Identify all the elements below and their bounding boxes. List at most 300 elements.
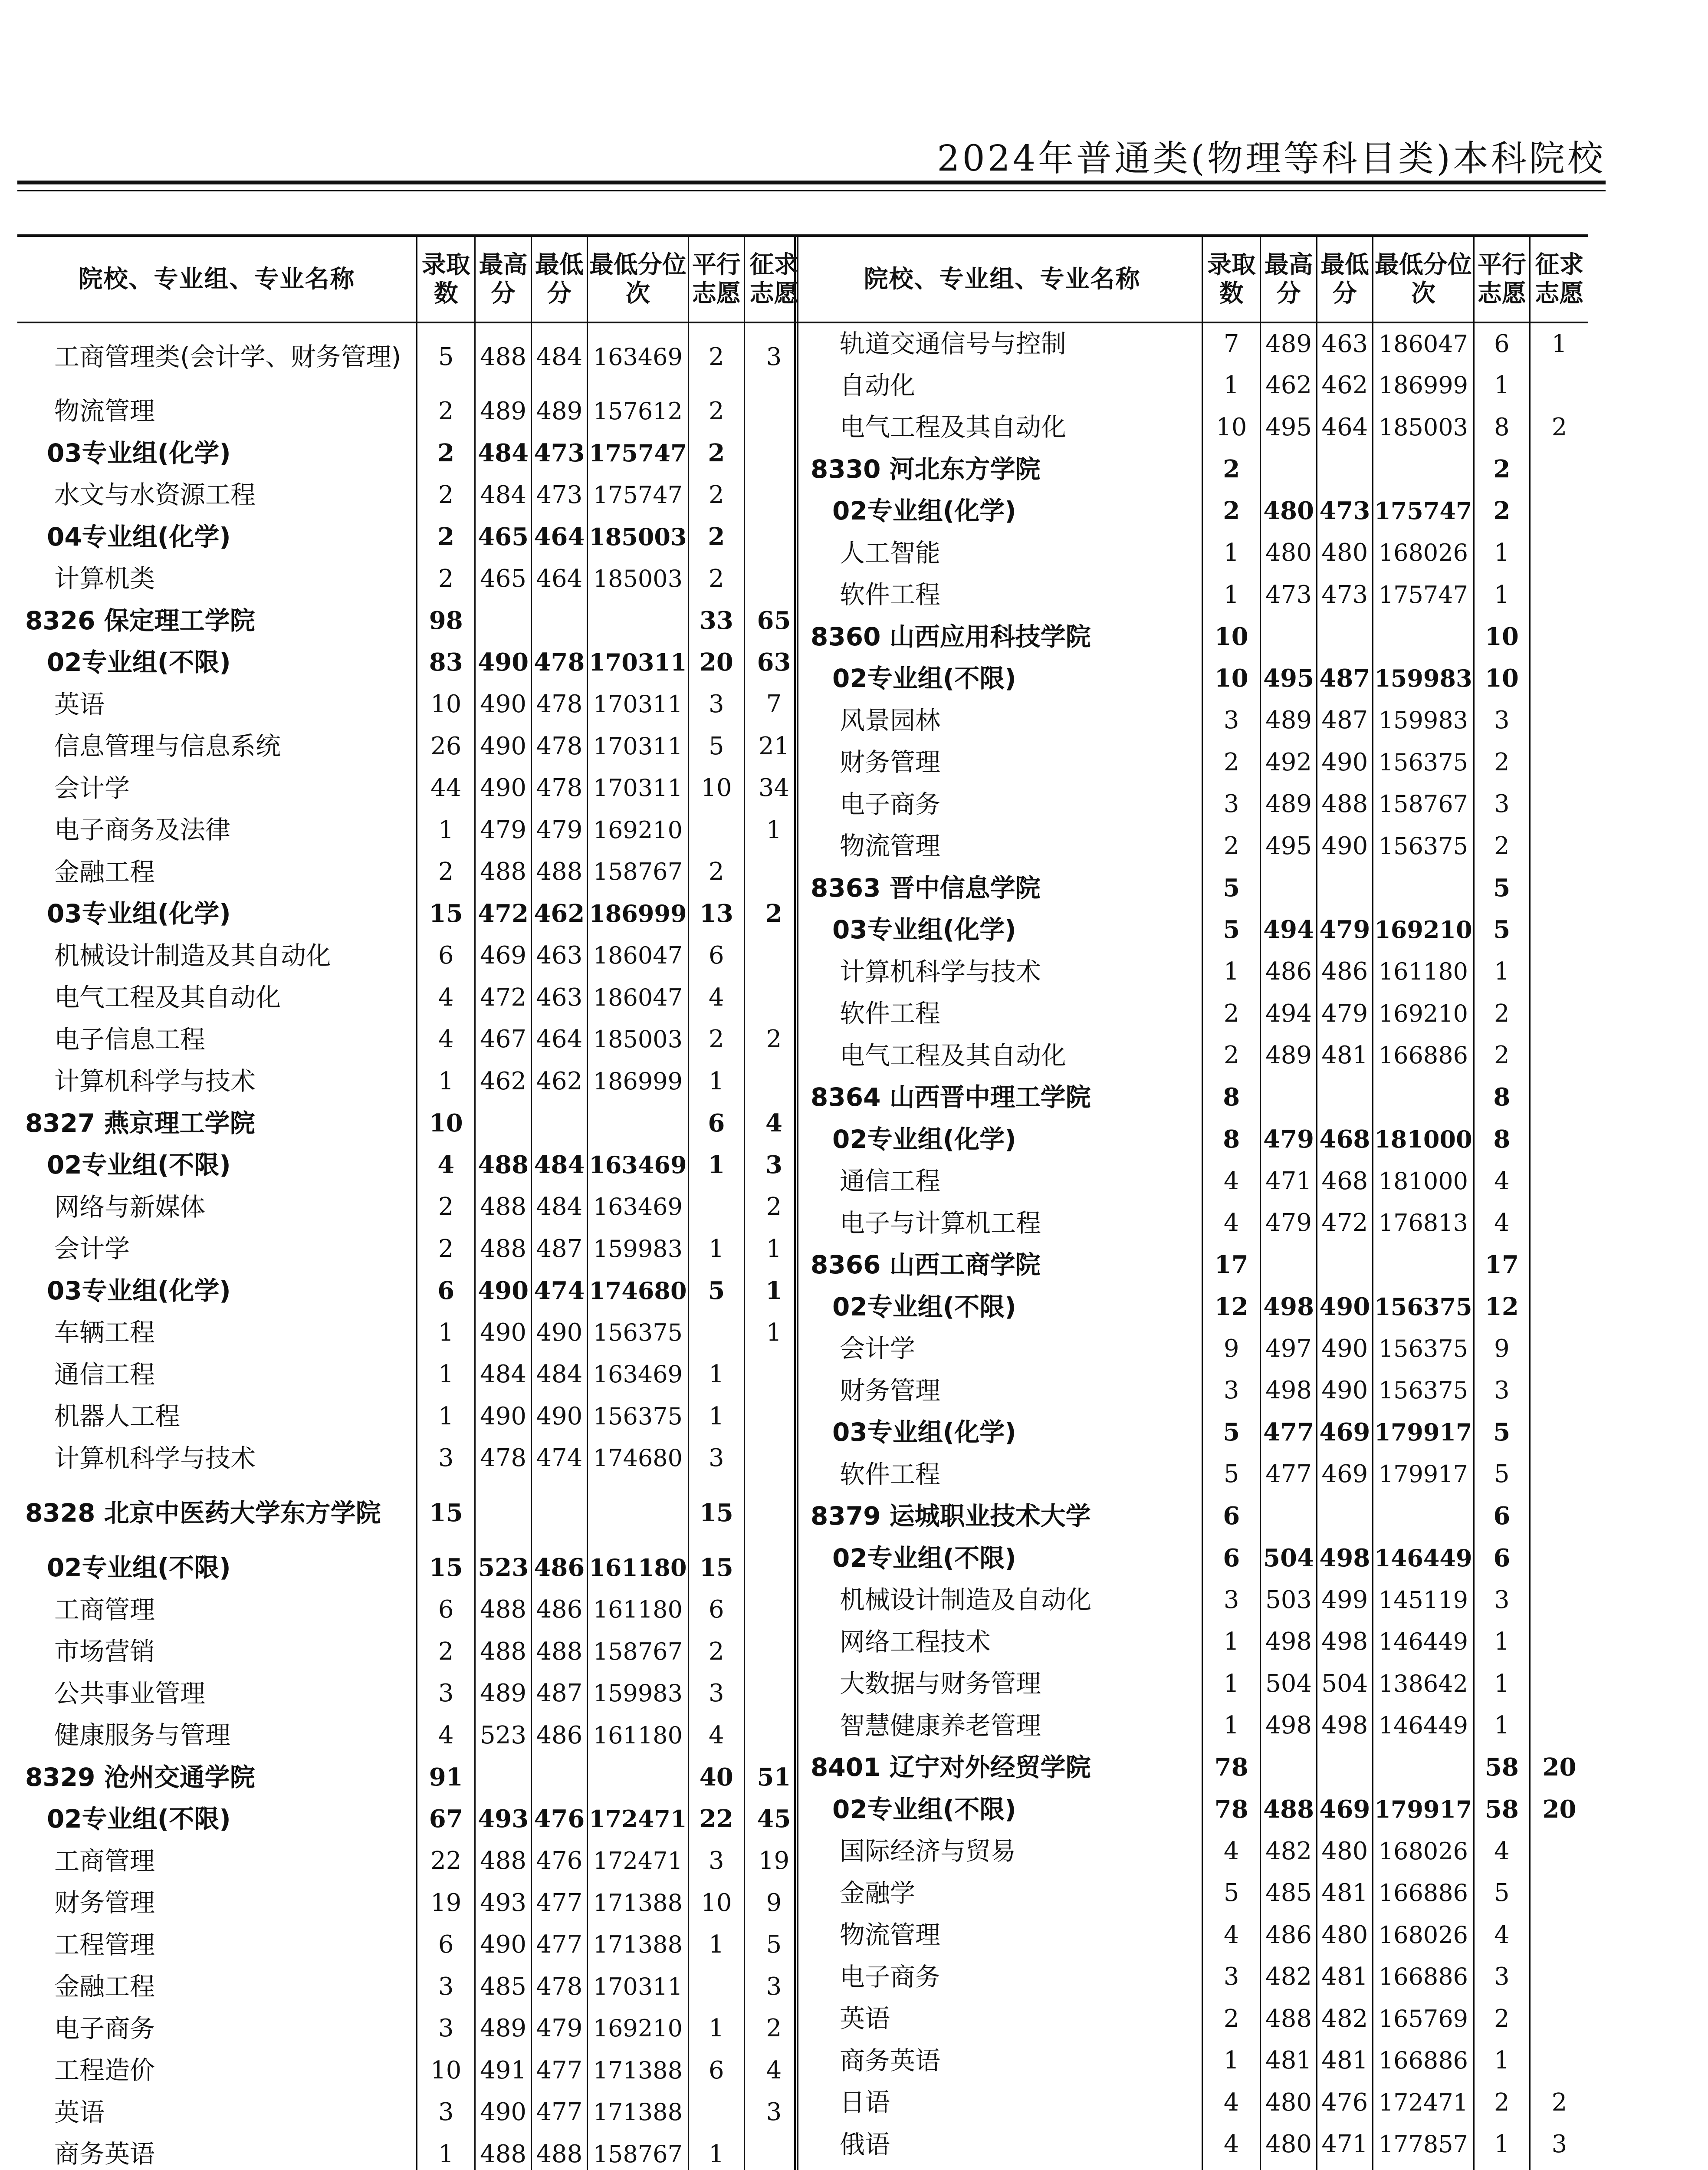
major-row	[803, 365, 1588, 407]
school-row	[803, 1746, 1588, 1789]
school-admitted: 10	[1202, 616, 1261, 658]
group-max-score: 488	[475, 1144, 531, 1186]
major-name: 计算机类	[54, 564, 155, 594]
major-min-rank: 156375	[1373, 1328, 1474, 1370]
major-min-score: 487	[1317, 700, 1373, 742]
major-admitted: 6	[417, 1589, 475, 1631]
group-name: 03专业组(化学)	[832, 915, 1016, 945]
major-max-score: 486	[1261, 951, 1317, 993]
major-min-rank: 158767	[1373, 783, 1474, 825]
major-min-rank: 168026	[1373, 1914, 1474, 1956]
header-name: 院校、专业组、专业名称	[17, 236, 417, 322]
major-max-score: 488	[475, 1228, 531, 1270]
major-solicit	[1530, 1035, 1589, 1077]
group-name: 02专业组(化学)	[832, 1124, 1016, 1154]
school-solicit	[1530, 1495, 1589, 1537]
group-solicit: 20	[1530, 1789, 1589, 1831]
major-parallel: 6	[688, 935, 744, 977]
major-max-score: 488	[475, 1589, 531, 1631]
major-row	[803, 741, 1588, 783]
major-max-score: 485	[475, 1966, 531, 2008]
major-row	[803, 532, 1588, 574]
school-min-rank	[1373, 616, 1474, 658]
major-parallel: 4	[1474, 1202, 1530, 1244]
group-admitted: 67	[417, 1798, 475, 1840]
school-parallel: 5	[1474, 867, 1530, 909]
major-parallel: 9	[1474, 1328, 1530, 1370]
major-parallel: 6	[688, 1589, 744, 1631]
major-parallel: 1	[1474, 2040, 1530, 2082]
major-min-rank: 161180	[588, 1589, 689, 1631]
major-admitted: 3	[1202, 1370, 1261, 1412]
major-row	[17, 1312, 803, 1354]
group-name: 03专业组(化学)	[47, 1276, 231, 1305]
major-parallel: 1	[688, 1395, 744, 1437]
major-parallel: 1	[1474, 1621, 1530, 1663]
group-admitted: 15	[417, 1547, 475, 1589]
major-max-score: 481	[1261, 2040, 1317, 2082]
major-name: 电气工程及其自动化	[840, 1040, 1067, 1070]
school-min-rank	[588, 1756, 689, 1798]
major-min-score: 469	[1317, 1453, 1373, 1496]
major-row	[17, 1840, 803, 1882]
major-name: 软件工程	[840, 580, 941, 610]
major-max-score: 523	[475, 1714, 531, 1756]
major-min-score: 480	[1317, 1830, 1373, 1872]
major-parallel: 3	[1474, 783, 1530, 825]
group-solicit	[1530, 490, 1589, 532]
group-row	[17, 893, 803, 935]
group-min-score: 464	[531, 516, 587, 558]
major-name: 网络工程技术	[840, 1627, 991, 1657]
group-parallel: 5	[688, 1270, 744, 1312]
major-solicit	[1530, 1872, 1589, 1914]
header-parallel: 平行志愿	[1474, 236, 1530, 322]
major-min-rank: 145119	[1373, 1579, 1474, 1621]
major-solicit	[1530, 1621, 1589, 1663]
school-solicit	[1530, 1076, 1589, 1118]
school-solicit: 65	[745, 600, 803, 642]
major-min-score: 462	[531, 1060, 587, 1102]
major-admitted: 4	[1202, 1830, 1261, 1872]
group-min-score: 490	[1317, 1286, 1373, 1328]
major-parallel: 10	[688, 1882, 744, 1924]
major-min-score: 473	[531, 474, 587, 516]
group-row	[803, 909, 1588, 951]
school-name: 8329 沧州交通学院	[25, 1762, 255, 1792]
major-solicit: 2	[1530, 406, 1589, 448]
school-solicit	[1530, 448, 1589, 490]
major-row	[803, 1621, 1588, 1663]
major-row	[17, 935, 803, 977]
major-parallel: 1	[688, 2008, 744, 2050]
major-row	[17, 1924, 803, 1966]
major-name: 物流管理	[840, 831, 941, 861]
major-max-score: 484	[475, 1354, 531, 1396]
group-max-score: 495	[1261, 658, 1317, 700]
group-min-rank: 163469	[588, 1144, 689, 1186]
major-max-score: 471	[1261, 1160, 1317, 1202]
major-parallel: 5	[688, 725, 744, 767]
group-admitted: 83	[417, 641, 475, 684]
major-solicit	[1530, 1579, 1589, 1621]
major-name: 计算机科学与技术	[840, 957, 1041, 986]
major-max-score: 489	[1261, 1035, 1317, 1077]
major-min-score: 462	[1317, 365, 1373, 407]
group-min-rank: 186999	[588, 893, 689, 935]
major-min-rank: 186999	[1373, 365, 1474, 407]
major-row	[803, 1705, 1588, 1747]
major-min-rank: 171388	[588, 1882, 689, 1924]
major-parallel: 4	[688, 976, 744, 1019]
major-parallel: 3	[1474, 700, 1530, 742]
major-min-score: 489	[531, 390, 587, 432]
major-row	[803, 825, 1588, 867]
major-name: 自动化	[840, 370, 916, 400]
school-max-score	[1261, 1076, 1317, 1118]
group-row	[17, 1270, 803, 1312]
major-min-rank: 170311	[588, 767, 689, 809]
major-name: 软件工程	[840, 999, 941, 1029]
major-solicit	[1530, 951, 1589, 993]
major-name: 软件工程	[840, 1459, 941, 1489]
major-name: 信息管理与信息系统	[54, 731, 281, 761]
school-row	[803, 867, 1588, 909]
major-max-score: 495	[1261, 406, 1317, 448]
major-max-score: 490	[475, 767, 531, 809]
school-name: 8330 河北东方学院	[811, 454, 1041, 484]
school-max-score	[1261, 1746, 1317, 1789]
major-min-rank: 156375	[588, 1312, 689, 1354]
major-min-score: 464	[1317, 406, 1373, 448]
major-name: 英语	[54, 689, 105, 719]
major-max-score: 495	[1261, 825, 1317, 867]
major-admitted: 1	[417, 1312, 475, 1354]
major-name: 工商管理类(会计学、财务管理)	[54, 342, 401, 372]
group-parallel: 58	[1474, 1789, 1530, 1831]
school-min-score	[1317, 1495, 1373, 1537]
major-min-rank: 161180	[1373, 951, 1474, 993]
major-row	[17, 684, 803, 726]
major-row	[17, 1354, 803, 1396]
major-min-rank: 186047	[1373, 322, 1474, 365]
major-min-score: 488	[1317, 783, 1373, 825]
major-admitted: 4	[1202, 1160, 1261, 1202]
major-name: 通信工程	[54, 1359, 155, 1389]
major-admitted: 44	[417, 767, 475, 809]
major-parallel: 2	[1474, 993, 1530, 1035]
school-row	[17, 1479, 803, 1547]
major-max-score: 489	[475, 2008, 531, 2050]
major-parallel: 6	[688, 2049, 744, 2091]
major-min-rank: 168026	[1373, 532, 1474, 574]
school-parallel: 2	[1474, 448, 1530, 490]
group-admitted: 2	[417, 432, 475, 474]
major-name: 工商管理	[54, 1846, 155, 1876]
group-max-score: 490	[475, 1270, 531, 1312]
major-name: 电气工程及其自动化	[840, 412, 1067, 442]
major-max-score: 489	[1261, 700, 1317, 742]
major-min-score: 473	[1317, 574, 1373, 616]
group-admitted: 5	[1202, 1411, 1261, 1453]
major-solicit	[1530, 1663, 1589, 1705]
group-admitted: 8	[1202, 1118, 1261, 1161]
group-min-score: 462	[531, 893, 587, 935]
major-parallel: 1	[1474, 1705, 1530, 1747]
major-max-score: 478	[475, 1437, 531, 1480]
school-row	[803, 1495, 1588, 1537]
major-max-score	[1261, 2165, 1317, 2170]
group-parallel: 2	[688, 516, 744, 558]
group-min-rank: 185003	[588, 516, 689, 558]
group-max-score: 465	[475, 516, 531, 558]
major-row	[17, 390, 803, 432]
major-max-score: 485	[1261, 1872, 1317, 1914]
major-min-rank: 159983	[588, 1228, 689, 1270]
group-row	[803, 1789, 1588, 1831]
major-min-score: 477	[531, 2091, 587, 2134]
major-row	[803, 1579, 1588, 1621]
group-name: 02专业组(不限)	[47, 1553, 231, 1583]
major-admitted: 3	[1202, 1956, 1261, 1998]
school-name: 8366 山西工商学院	[811, 1250, 1041, 1280]
major-row	[17, 2008, 803, 2050]
major-min-score: 463	[531, 935, 587, 977]
major-parallel: 4	[1474, 1830, 1530, 1872]
major-admitted: 1	[417, 1395, 475, 1437]
major-max-score: 462	[1261, 365, 1317, 407]
major-max-score: 479	[475, 809, 531, 851]
group-solicit	[1530, 1286, 1589, 1328]
major-admitted: 1	[417, 809, 475, 851]
header-solicit: 征求志愿	[745, 236, 803, 322]
school-min-rank	[588, 1479, 689, 1547]
major-name: 俄语	[840, 2129, 890, 2159]
school-max-score	[1261, 448, 1317, 490]
major-max-score: 489	[475, 1673, 531, 1715]
group-name: 02专业组(不限)	[47, 648, 231, 677]
major-min-rank: 166886	[1373, 1035, 1474, 1077]
major-min-score: 480	[1317, 532, 1373, 574]
group-max-score: 472	[475, 893, 531, 935]
major-min-rank: 163469	[588, 322, 689, 390]
major-min-rank: 171388	[588, 2091, 689, 2134]
major-row	[17, 809, 803, 851]
school-admitted: 91	[417, 1756, 475, 1798]
group-solicit	[1530, 909, 1589, 951]
major-min-score: 486	[531, 1714, 587, 1756]
group-min-rank: 170311	[588, 641, 689, 684]
major-parallel: 2	[1474, 741, 1530, 783]
group-min-rank: 179917	[1373, 1789, 1474, 1831]
major-min-rank: 174680	[588, 1437, 689, 1480]
major-solicit: 3	[745, 2091, 803, 2134]
major-name: 电子与计算机工程	[840, 1208, 1041, 1238]
major-min-score: 478	[531, 767, 587, 809]
major-solicit: 34	[745, 767, 803, 809]
major-row	[803, 2081, 1588, 2124]
major-row	[803, 574, 1588, 616]
school-solicit: 51	[745, 1756, 803, 1798]
major-min-rank: 171388	[588, 1924, 689, 1966]
group-parallel: 20	[688, 641, 744, 684]
major-max-score: 479	[1261, 1202, 1317, 1244]
school-min-rank	[588, 600, 689, 642]
major-name: 英语	[840, 2004, 890, 2034]
school-admitted: 98	[417, 600, 475, 642]
major-solicit	[1530, 1914, 1589, 1956]
major-solicit: 3	[745, 1966, 803, 2008]
group-min-rank: 175747	[1373, 490, 1474, 532]
major-row	[17, 1228, 803, 1270]
major-solicit	[1530, 783, 1589, 825]
major-min-score: 484	[531, 1186, 587, 1228]
major-min-score: 498	[1317, 1621, 1373, 1663]
major-admitted: 19	[417, 1882, 475, 1924]
major-row	[803, 1202, 1588, 1244]
major-row	[803, 1956, 1588, 1998]
major-name: 机械设计制造及自动化	[840, 1585, 1092, 1615]
major-name: 电子商务	[54, 2013, 155, 2043]
major-name: 物流管理	[54, 396, 155, 426]
school-row	[17, 600, 803, 642]
group-parallel: 22	[688, 1798, 744, 1840]
major-admitted: 4	[417, 976, 475, 1019]
major-row	[803, 1914, 1588, 1956]
major-max-score: 491	[475, 2049, 531, 2091]
major-min-score: 476	[531, 1840, 587, 1882]
school-max-score	[475, 600, 531, 642]
group-row	[17, 432, 803, 474]
major-name: 电子商务	[840, 1962, 941, 1992]
major-min-score: 477	[531, 1924, 587, 1966]
major-admitted: 3	[417, 2091, 475, 2134]
major-admitted: 5	[1202, 1453, 1261, 1496]
major-row	[17, 1060, 803, 1102]
group-row	[17, 1798, 803, 1840]
school-name: 8379 运城职业技术大学	[811, 1501, 1091, 1531]
major-admitted: 26	[417, 725, 475, 767]
group-solicit: 2	[745, 893, 803, 935]
major-name: 轨道交通信号与控制	[840, 329, 1067, 359]
major-admitted: 1	[1202, 951, 1261, 993]
major-min-score: 481	[1317, 1872, 1373, 1914]
major-row	[17, 1966, 803, 2008]
group-min-rank: 179917	[1373, 1411, 1474, 1453]
major-parallel: 2	[688, 1019, 744, 1061]
page-header	[17, 130, 1606, 191]
school-admitted: 6	[1202, 1495, 1261, 1537]
major-parallel: 1	[1474, 1663, 1530, 1705]
group-min-rank: 181000	[1373, 1118, 1474, 1161]
major-max-score: 489	[1261, 322, 1317, 365]
group-max-score: 480	[1261, 490, 1317, 532]
major-max-score: 490	[475, 1395, 531, 1437]
major-solicit: 4	[745, 2049, 803, 2091]
group-name: 02专业组(不限)	[832, 1292, 1016, 1322]
major-row	[803, 2165, 1588, 2170]
major-max-score: 490	[475, 1924, 531, 1966]
major-min-score: 476	[1317, 2081, 1373, 2124]
major-solicit	[1530, 532, 1589, 574]
major-parallel: 3	[1474, 1579, 1530, 1621]
header-min-rank: 最低分位次	[588, 236, 689, 322]
table-header-row	[803, 236, 1588, 322]
group-name: 03专业组(化学)	[47, 438, 231, 468]
major-parallel: 1	[1474, 365, 1530, 407]
major-name: 机械设计制造及其自动化	[54, 940, 332, 970]
major-min-score: 463	[1317, 322, 1373, 365]
major-min-rank: 158767	[588, 851, 689, 893]
school-min-rank	[1373, 448, 1474, 490]
school-min-rank	[1373, 1244, 1474, 1286]
group-row	[17, 641, 803, 684]
table-body-right	[803, 322, 1588, 2170]
major-parallel	[688, 2091, 744, 2134]
major-parallel: 1	[688, 2133, 744, 2170]
group-max-score: 479	[1261, 1118, 1317, 1161]
major-solicit	[1530, 1202, 1589, 1244]
school-min-score	[1317, 1746, 1373, 1789]
major-name: 财务管理	[840, 747, 941, 777]
school-max-score	[475, 1102, 531, 1144]
group-min-score: 479	[1317, 909, 1373, 951]
major-min-rank: 157612	[588, 390, 689, 432]
major-parallel: 2	[688, 474, 744, 516]
header-admitted: 录取数	[417, 236, 475, 322]
major-min-score: 472	[1317, 1202, 1373, 1244]
major-admitted: 4	[417, 1714, 475, 1756]
major-max-score: 498	[1261, 1705, 1317, 1747]
group-parallel: 1	[688, 1144, 744, 1186]
group-solicit	[1530, 1537, 1589, 1579]
major-admitted: 2	[417, 851, 475, 893]
group-min-rank: 169210	[1373, 909, 1474, 951]
major-admitted: 10	[417, 684, 475, 726]
major-solicit	[1530, 2165, 1589, 2170]
school-name: 8364 山西晋中理工学院	[811, 1082, 1091, 1112]
major-parallel: 3	[688, 1840, 744, 1882]
major-min-score: 487	[531, 1673, 587, 1715]
major-admitted: 2	[417, 1228, 475, 1270]
group-row	[803, 1537, 1588, 1579]
right-column	[803, 234, 1588, 2170]
group-admitted: 4	[417, 1144, 475, 1186]
group-solicit	[1530, 1118, 1589, 1161]
group-row	[803, 1411, 1588, 1453]
header-max-score: 最高分	[1261, 236, 1317, 322]
major-max-score: 504	[1261, 1663, 1317, 1705]
major-min-score	[1317, 2165, 1373, 2170]
major-admitted: 3	[417, 2008, 475, 2050]
major-min-score: 481	[1317, 1035, 1373, 1077]
major-min-rank: 168026	[1373, 1830, 1474, 1872]
group-max-score: 494	[1261, 909, 1317, 951]
major-min-score: 504	[1317, 1663, 1373, 1705]
group-max-score: 498	[1261, 1286, 1317, 1328]
major-min-score: 479	[531, 2008, 587, 2050]
major-solicit	[1530, 700, 1589, 742]
major-solicit: 19	[745, 1840, 803, 1882]
major-admitted: 2	[1202, 1035, 1261, 1077]
major-min-rank: 186047	[588, 935, 689, 977]
group-max-score: 488	[1261, 1789, 1317, 1831]
major-min-score: 464	[531, 558, 587, 600]
major-name: 会计学	[54, 1234, 130, 1264]
major-row	[803, 1663, 1588, 1705]
major-max-score: 480	[1261, 2124, 1317, 2166]
major-solicit	[1530, 1956, 1589, 1998]
